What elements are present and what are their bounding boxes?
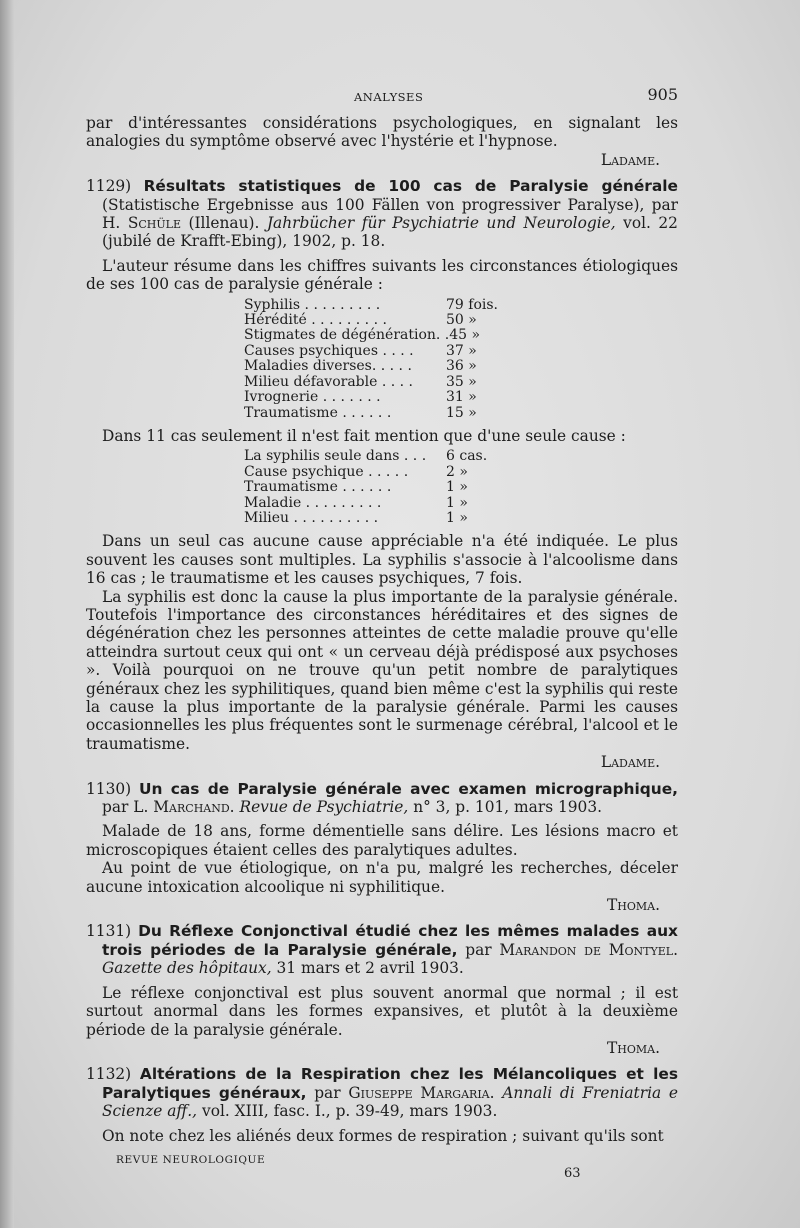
single-cause-table bbox=[244, 449, 504, 526]
table-row bbox=[244, 298, 504, 313]
entry-signature: Thoma. bbox=[607, 1038, 660, 1057]
table-row bbox=[244, 511, 504, 526]
entry-ref: (Statistische Ergebnisse aus 100 Fällen von progressiver Paralyse), par H. bbox=[102, 195, 678, 233]
table-row bbox=[244, 375, 504, 390]
entry-signature: Ladame. bbox=[600, 753, 660, 772]
row-value: 31 » bbox=[446, 389, 477, 406]
entry-author: Marandon de Montyel. bbox=[499, 940, 678, 959]
entry-journal: Gazette des hôpitaux, bbox=[102, 959, 272, 978]
entry-ref: par bbox=[314, 1083, 341, 1102]
table-row bbox=[244, 496, 504, 511]
row-value: 6 cas. bbox=[446, 448, 488, 465]
etiology-table bbox=[244, 298, 504, 421]
page-edge-shadow bbox=[0, 0, 14, 1228]
entry-ref: par bbox=[465, 940, 492, 959]
entry-ref-detail: n° 3, p. 101, mars 1903. bbox=[413, 798, 603, 817]
row-label: Hérédité . . . . . . . . . bbox=[244, 312, 387, 329]
row-label: Ivrognerie . . . . . . . bbox=[244, 389, 381, 406]
row-value: 2 » bbox=[446, 463, 468, 480]
page-content bbox=[86, 86, 678, 1191]
footer-signature-mark: 63 bbox=[564, 1165, 581, 1181]
entry-1129 bbox=[86, 177, 678, 771]
entry-signature: Thoma. bbox=[607, 896, 660, 915]
table-row bbox=[244, 480, 504, 495]
row-label: Stigmates de dégénération. . bbox=[244, 327, 450, 344]
row-label: La syphilis seule dans . . . bbox=[244, 448, 427, 465]
entry-title: Résultats statistiques de 100 cas de Paralysie générale bbox=[143, 177, 678, 196]
table-row bbox=[244, 313, 504, 328]
row-value: 37 » bbox=[446, 342, 477, 359]
entry-title: Altérations de la Respiration chez les Mélancoliques et les Paralytiques généraux, bbox=[102, 1065, 678, 1102]
table-row bbox=[244, 328, 504, 343]
entry-paragraph: Le réflexe conjonctival est plus souvent anormal que normal ; il est surtout anormal dans les formes expansives, et plutôt à la deuxième période de la paralysie générale. bbox=[86, 983, 678, 1039]
running-header bbox=[86, 86, 678, 108]
entry-journal: Revue de Psychiatrie, bbox=[239, 798, 409, 817]
entry-number: 1129) bbox=[86, 177, 132, 196]
header-title: ANALYSES bbox=[354, 90, 424, 104]
intro-paragraph: par d'intéressantes considérations psychologiques, en signalant les analogies du symptôme observé avec l'hystérie et l'hypnose. bbox=[86, 114, 678, 151]
page-number: 905 bbox=[647, 85, 678, 104]
entry-1132-heading bbox=[86, 1065, 678, 1120]
row-value: 1 » bbox=[446, 494, 468, 511]
entry-1130 bbox=[86, 780, 678, 915]
table-row bbox=[244, 449, 504, 464]
row-label: Milieu défavorable . . . . bbox=[244, 373, 413, 390]
table-row bbox=[244, 359, 504, 374]
entry-paragraph: L'auteur résume dans les chiffres suivants les circonstances étiologiques de ses 100 cas de paralysie générale : bbox=[86, 256, 678, 294]
table-row bbox=[244, 465, 504, 480]
entry-paragraph: La syphilis est donc la cause la plus importante de la paralysie générale. Toutefois l'importance des circonstances héréditaires et des signes de dégénération chez les personnes atteintes de cette maladie prouve qu'elle atteindra surtout ceux qui ont « un cerveau déjà prédisposé aux psychoses ». Voilà pourquoi on ne trouve qu'un petit nombre de paralytiques généraux chez les syphilitiques, quand bien même c'est la syphilis qui reste la cause la plus importante de la paralysie générale. Parmi les causes occasionnelles les plus fréquentes sont le surmenage cérébral, l'alcool et le traumatisme. bbox=[86, 587, 678, 753]
row-value: 1 » bbox=[446, 479, 468, 496]
row-label: Maladies diverses. . . . . bbox=[244, 358, 412, 375]
entry-author: Marchand. bbox=[153, 798, 235, 817]
entry-author: Giuseppe Margaria. bbox=[348, 1083, 495, 1102]
row-label: Traumatisme . . . . . . bbox=[244, 479, 392, 496]
row-value: 15 » bbox=[446, 404, 477, 421]
entry-paragraph: Au point de vue étiologique, on n'a pu, malgré les recherches, déceler aucune intoxication alcoolique ni syphilitique. bbox=[86, 859, 678, 896]
entry-title: Un cas de Paralysie générale avec examen micrographique, bbox=[139, 779, 678, 798]
page-footer bbox=[86, 1151, 678, 1191]
row-value: 79 fois. bbox=[446, 296, 498, 313]
entry-1130-heading bbox=[86, 780, 678, 817]
entry-paragraph: Dans 11 cas seulement il n'est fait mention que d'une seule cause : bbox=[102, 426, 626, 445]
table-row bbox=[244, 390, 504, 405]
row-value: 35 » bbox=[446, 373, 477, 390]
intro-signature: Ladame. bbox=[600, 150, 660, 169]
entry-number: 1131) bbox=[86, 922, 132, 941]
table-row bbox=[244, 344, 504, 359]
entry-ref: par L. bbox=[102, 798, 149, 817]
row-value: 50 » bbox=[446, 312, 477, 329]
entry-1129-heading bbox=[86, 177, 678, 251]
entry-1131-heading bbox=[86, 922, 678, 977]
row-label: Cause psychique . . . . . bbox=[244, 463, 409, 480]
entry-journal: Annali di Freniatria e Scienze aff., bbox=[102, 1083, 678, 1121]
row-label: Milieu . . . . . . . . . . bbox=[244, 509, 379, 526]
row-label: Syphilis . . . . . . . . . bbox=[244, 296, 381, 313]
entry-1132 bbox=[86, 1065, 678, 1145]
entry-ref-detail: 31 mars et 2 avril 1903. bbox=[276, 959, 464, 978]
entry-paragraph: Malade de 18 ans, forme démentielle sans délire. Les lésions macro et microscopiques étaient celles des paralytiques adultes. bbox=[86, 822, 678, 859]
entry-ref-affil: (Illenau). bbox=[188, 214, 260, 233]
entry-ref-detail: vol. XIII, fasc. I., p. 39-49, mars 1903. bbox=[202, 1102, 498, 1121]
row-value: 36 » bbox=[446, 358, 477, 375]
row-value: 45 » bbox=[449, 327, 481, 344]
entry-paragraph: Dans un seul cas aucune cause appréciable n'a été indiquée. Le plus souvent les causes sont multiples. La syphilis s'associe à l'alcoolisme dans 16 cas ; le traumatisme et les causes psychiques, 7 fois. bbox=[86, 532, 678, 588]
entry-ref-detail: vol. 22 (jubilé de Krafft-Ebing), 1902, p. 18. bbox=[102, 214, 678, 251]
table-row bbox=[244, 406, 504, 421]
entry-number: 1130) bbox=[86, 779, 132, 798]
entry-number: 1132) bbox=[86, 1065, 132, 1084]
entry-paragraph: On note chez les aliénés deux formes de respiration ; suivant qu'ils sont bbox=[102, 1126, 664, 1145]
row-value: 1 » bbox=[446, 509, 468, 526]
entry-author: Schüle bbox=[127, 214, 181, 233]
row-label: Causes psychiques . . . . bbox=[244, 342, 414, 359]
entry-title: Du Réflexe Conjonctival étudié chez les mêmes malades aux trois périodes de la Paralysie générale, bbox=[102, 922, 678, 959]
footer-journal: REVUE NEUROLOGIQUE bbox=[116, 1153, 266, 1166]
row-label: Traumatisme . . . . . . bbox=[244, 404, 392, 421]
entry-1131 bbox=[86, 922, 678, 1057]
entry-journal: Jahrbücher für Psychiatrie und Neurologie, bbox=[266, 214, 616, 233]
row-label: Maladie . . . . . . . . . bbox=[244, 494, 382, 511]
